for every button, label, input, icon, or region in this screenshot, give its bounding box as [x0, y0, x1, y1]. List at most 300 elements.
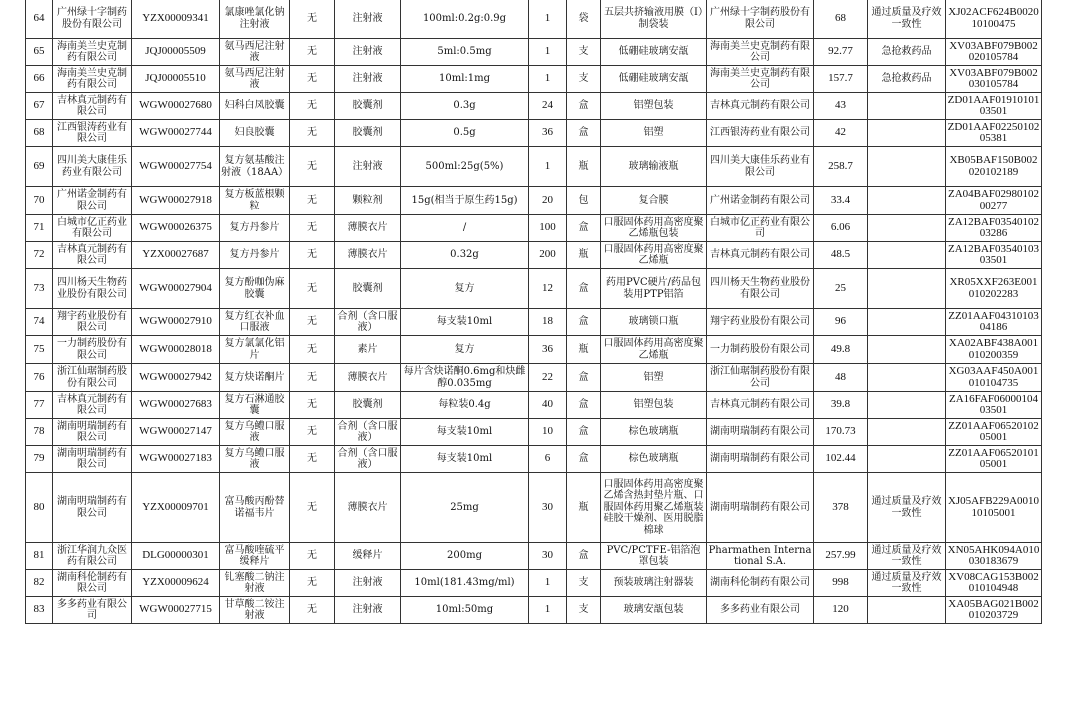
cell-special-attr: 无 [290, 242, 335, 269]
cell-remark [868, 392, 946, 419]
cell-specification: 100ml:0.2g:0.9g [401, 0, 529, 39]
cell-drug-code: ZZ01AAF0652010205001 [946, 419, 1042, 446]
cell-manufacturer: 广州诺金制药有限公司 [707, 187, 814, 215]
cell-code: WGW00027715 [132, 597, 220, 624]
table-row [26, 419, 1042, 446]
cell-packaging-material: 铝塑 [601, 364, 707, 392]
cell-company-name: 江西银涛药业有限公司 [53, 120, 132, 147]
cell-specification: 每支装10ml [401, 419, 529, 446]
cell-dosage-form: 薄膜衣片 [335, 242, 401, 269]
cell-unit: 盒 [567, 543, 601, 570]
cell-dosage-form: 注射液 [335, 597, 401, 624]
cell-dosage-form: 注射液 [335, 570, 401, 597]
table-row [26, 242, 1042, 269]
cell-drug-name: 复方乌鳢口服液 [220, 419, 290, 446]
cell-unit: 瓶 [567, 336, 601, 364]
cell-company-name: 多多药业有限公司 [53, 597, 132, 624]
cell-price: 33.4 [814, 187, 868, 215]
cell-specification: 200mg [401, 543, 529, 570]
cell-specification: 10ml:1mg [401, 66, 529, 93]
cell-row-number: 67 [26, 93, 53, 120]
cell-remark: 急抢救药品 [868, 39, 946, 66]
cell-manufacturer: 江西银涛药业有限公司 [707, 120, 814, 147]
cell-row-number: 69 [26, 147, 53, 187]
cell-drug-code: XV03ABF079B002020105784 [946, 39, 1042, 66]
cell-drug-name: 复方板蓝根颗粒 [220, 187, 290, 215]
cell-manufacturer: 一力制药股份有限公司 [707, 336, 814, 364]
cell-remark [868, 147, 946, 187]
cell-row-number: 64 [26, 0, 53, 39]
drug-price-table [25, 0, 1042, 624]
cell-drug-code: ZA12BAF0354010303501 [946, 242, 1042, 269]
table-row [26, 309, 1042, 336]
cell-manufacturer: 湖南明瑞制药有限公司 [707, 473, 814, 543]
cell-drug-name: 氨马西尼注射液 [220, 66, 290, 93]
cell-drug-name: 复方酚咖伪麻胶囊 [220, 269, 290, 309]
cell-remark [868, 446, 946, 473]
cell-specification: 0.32g [401, 242, 529, 269]
cell-dosage-form: 注射液 [335, 66, 401, 93]
cell-price: 96 [814, 309, 868, 336]
cell-code: DLG00000301 [132, 543, 220, 570]
cell-special-attr: 无 [290, 570, 335, 597]
cell-company-name: 湖南明瑞制药有限公司 [53, 419, 132, 446]
cell-special-attr: 无 [290, 0, 335, 39]
cell-quantity: 1 [529, 39, 567, 66]
cell-unit: 支 [567, 597, 601, 624]
cell-manufacturer: 吉林真元制药有限公司 [707, 392, 814, 419]
cell-specification: 0.5g [401, 120, 529, 147]
cell-special-attr: 无 [290, 446, 335, 473]
cell-price: 92.77 [814, 39, 868, 66]
cell-quantity: 30 [529, 473, 567, 543]
cell-quantity: 36 [529, 120, 567, 147]
cell-special-attr: 无 [290, 336, 335, 364]
cell-packaging-material: 玻璃安瓿包装 [601, 597, 707, 624]
cell-row-number: 77 [26, 392, 53, 419]
cell-remark [868, 309, 946, 336]
cell-row-number: 71 [26, 215, 53, 242]
cell-packaging-material: 铝塑包装 [601, 93, 707, 120]
cell-price: 258.7 [814, 147, 868, 187]
cell-drug-code: XN05AHK094A010030183679 [946, 543, 1042, 570]
cell-quantity: 1 [529, 597, 567, 624]
cell-manufacturer: 湖南科伦制药有限公司 [707, 570, 814, 597]
cell-dosage-form: 薄膜衣片 [335, 473, 401, 543]
cell-packaging-material: 棕色玻璃瓶 [601, 446, 707, 473]
cell-drug-code: XV03ABF079B002030105784 [946, 66, 1042, 93]
cell-dosage-form: 合剂（含口服液） [335, 309, 401, 336]
cell-manufacturer: 湖南明瑞制药有限公司 [707, 419, 814, 446]
cell-packaging-material: 铝塑包装 [601, 392, 707, 419]
cell-quantity: 24 [529, 93, 567, 120]
cell-specification: 每片含炔诺酮0.6mg和炔雌醇0.035mg [401, 364, 529, 392]
cell-unit: 盒 [567, 392, 601, 419]
cell-drug-name: 富马酸喹硫平缓释片 [220, 543, 290, 570]
table-row [26, 543, 1042, 570]
cell-unit: 盒 [567, 120, 601, 147]
cell-company-name: 吉林真元制药有限公司 [53, 392, 132, 419]
cell-drug-code: XA02ABF438A001010200359 [946, 336, 1042, 364]
cell-price: 49.8 [814, 336, 868, 364]
cell-specification: 每粒装0.4g [401, 392, 529, 419]
cell-drug-name: 复方丹参片 [220, 215, 290, 242]
cell-remark [868, 269, 946, 309]
cell-company-name: 海南美兰史克制药有限公司 [53, 39, 132, 66]
cell-row-number: 70 [26, 187, 53, 215]
cell-company-name: 广州诺金制药有限公司 [53, 187, 132, 215]
cell-company-name: 湖南明瑞制药有限公司 [53, 473, 132, 543]
cell-drug-name: 甘草酸二铵注射液 [220, 597, 290, 624]
cell-unit: 瓶 [567, 473, 601, 543]
table-row [26, 187, 1042, 215]
cell-code: WGW00027744 [132, 120, 220, 147]
cell-drug-code: XJ02ACF624B002010100475 [946, 0, 1042, 39]
cell-specification: / [401, 215, 529, 242]
cell-manufacturer: 吉林真元制药有限公司 [707, 93, 814, 120]
cell-remark: 通过质量及疗效一致性 [868, 570, 946, 597]
cell-remark: 通过质量及疗效一致性 [868, 473, 946, 543]
table-row [26, 215, 1042, 242]
cell-row-number: 83 [26, 597, 53, 624]
cell-remark [868, 93, 946, 120]
table-row [26, 392, 1042, 419]
cell-quantity: 1 [529, 0, 567, 39]
cell-packaging-material: 棕色玻璃瓶 [601, 419, 707, 446]
cell-row-number: 72 [26, 242, 53, 269]
cell-row-number: 82 [26, 570, 53, 597]
cell-remark [868, 336, 946, 364]
cell-special-attr: 无 [290, 364, 335, 392]
cell-drug-code: XA05BAG021B002010203729 [946, 597, 1042, 624]
cell-remark: 通过质量及疗效一致性 [868, 0, 946, 39]
cell-code: WGW00027904 [132, 269, 220, 309]
cell-code: YZX00009624 [132, 570, 220, 597]
cell-special-attr: 无 [290, 269, 335, 309]
cell-price: 170.73 [814, 419, 868, 446]
cell-quantity: 20 [529, 187, 567, 215]
cell-drug-name: 复方红衣补血口服液 [220, 309, 290, 336]
cell-price: 43 [814, 93, 868, 120]
cell-code: YZX00027687 [132, 242, 220, 269]
cell-unit: 支 [567, 39, 601, 66]
cell-manufacturer: 四川美大康佳乐药业有限公司 [707, 147, 814, 187]
cell-row-number: 74 [26, 309, 53, 336]
cell-drug-name: 钆塞酸二钠注射液 [220, 570, 290, 597]
cell-drug-name: 妇科白凤胶囊 [220, 93, 290, 120]
cell-drug-code: XV08CAG153B002010104948 [946, 570, 1042, 597]
cell-drug-name: 复方丹参片 [220, 242, 290, 269]
cell-packaging-material: 玻璃锁口瓶 [601, 309, 707, 336]
cell-price: 25 [814, 269, 868, 309]
cell-company-name: 白城市亿正药业有限公司 [53, 215, 132, 242]
cell-unit: 盒 [567, 419, 601, 446]
cell-company-name: 翔宇药业股份有限公司 [53, 309, 132, 336]
cell-unit: 袋 [567, 0, 601, 39]
cell-drug-code: ZZ01AAF0652010105001 [946, 446, 1042, 473]
cell-manufacturer: 广州绿十字制药股份有限公司 [707, 0, 814, 39]
cell-unit: 支 [567, 66, 601, 93]
cell-quantity: 30 [529, 543, 567, 570]
cell-row-number: 76 [26, 364, 53, 392]
cell-code: WGW00028018 [132, 336, 220, 364]
cell-quantity: 18 [529, 309, 567, 336]
table-row [26, 93, 1042, 120]
cell-packaging-material: 口服固体药用高密度聚乙烯瓶包装 [601, 215, 707, 242]
cell-quantity: 100 [529, 215, 567, 242]
cell-specification: 500ml:25g(5%) [401, 147, 529, 187]
cell-drug-name: 氯康唑氯化钠注射液 [220, 0, 290, 39]
cell-manufacturer: 四川杨天生物药业股份有限公司 [707, 269, 814, 309]
cell-code: JQJ00005510 [132, 66, 220, 93]
cell-price: 120 [814, 597, 868, 624]
cell-special-attr: 无 [290, 93, 335, 120]
cell-remark [868, 120, 946, 147]
cell-manufacturer: 海南美兰史克制药有限公司 [707, 39, 814, 66]
cell-dosage-form: 胶囊剂 [335, 93, 401, 120]
cell-row-number: 73 [26, 269, 53, 309]
cell-drug-code: ZA12BAF0354010203286 [946, 215, 1042, 242]
cell-code: WGW00027910 [132, 309, 220, 336]
cell-remark [868, 187, 946, 215]
cell-drug-code: ZA16FAF0600010403501 [946, 392, 1042, 419]
cell-dosage-form: 注射液 [335, 39, 401, 66]
cell-unit: 瓶 [567, 147, 601, 187]
cell-quantity: 6 [529, 446, 567, 473]
cell-dosage-form: 缓释片 [335, 543, 401, 570]
cell-packaging-material: 口服固体药用高密度聚乙烯瓶 [601, 336, 707, 364]
cell-specification: 25mg [401, 473, 529, 543]
cell-quantity: 10 [529, 419, 567, 446]
cell-company-name: 浙江仙琚制药股份有限公司 [53, 364, 132, 392]
cell-remark [868, 364, 946, 392]
cell-manufacturer: 湖南明瑞制药有限公司 [707, 446, 814, 473]
cell-dosage-form: 合剂（含口服液） [335, 419, 401, 446]
cell-special-attr: 无 [290, 597, 335, 624]
cell-manufacturer: 海南美兰史克制药有限公司 [707, 66, 814, 93]
cell-quantity: 1 [529, 66, 567, 93]
cell-dosage-form: 胶囊剂 [335, 269, 401, 309]
cell-specification: 15g(相当于原生药15g) [401, 187, 529, 215]
cell-packaging-material: 预装玻璃注射器装 [601, 570, 707, 597]
cell-price: 6.06 [814, 215, 868, 242]
cell-specification: 5ml:0.5mg [401, 39, 529, 66]
cell-price: 68 [814, 0, 868, 39]
cell-specification: 复方 [401, 336, 529, 364]
cell-price: 39.8 [814, 392, 868, 419]
cell-special-attr: 无 [290, 309, 335, 336]
cell-packaging-material: 复合膜 [601, 187, 707, 215]
cell-packaging-material: 口服固体药用高密度聚乙烯含热封垫片瓶、口服固体药用聚乙烯瓶装硅胶干燥剂、医用脱脂棉球 [601, 473, 707, 543]
cell-quantity: 1 [529, 147, 567, 187]
cell-code: YZX00009341 [132, 0, 220, 39]
cell-special-attr: 无 [290, 392, 335, 419]
cell-specification: 10ml:50mg [401, 597, 529, 624]
cell-row-number: 66 [26, 66, 53, 93]
cell-company-name: 海南美兰史克制药有限公司 [53, 66, 132, 93]
cell-quantity: 200 [529, 242, 567, 269]
cell-code: WGW00027942 [132, 364, 220, 392]
cell-quantity: 22 [529, 364, 567, 392]
cell-dosage-form: 注射液 [335, 0, 401, 39]
cell-code: WGW00027183 [132, 446, 220, 473]
cell-price: 102.44 [814, 446, 868, 473]
cell-unit: 盒 [567, 215, 601, 242]
cell-remark [868, 242, 946, 269]
cell-code: WGW00027680 [132, 93, 220, 120]
cell-dosage-form: 合剂（含口服液） [335, 446, 401, 473]
table-row [26, 570, 1042, 597]
cell-price: 48 [814, 364, 868, 392]
cell-dosage-form: 薄膜衣片 [335, 364, 401, 392]
cell-row-number: 81 [26, 543, 53, 570]
cell-special-attr: 无 [290, 120, 335, 147]
cell-remark: 通过质量及疗效一致性 [868, 543, 946, 570]
cell-manufacturer: Pharmathen International S.A. [707, 543, 814, 570]
cell-unit: 盒 [567, 364, 601, 392]
cell-specification: 复方 [401, 269, 529, 309]
cell-price: 157.7 [814, 66, 868, 93]
cell-row-number: 65 [26, 39, 53, 66]
cell-manufacturer: 多多药业有限公司 [707, 597, 814, 624]
cell-manufacturer: 浙江仙琚制药股份有限公司 [707, 364, 814, 392]
cell-unit: 支 [567, 570, 601, 597]
cell-row-number: 80 [26, 473, 53, 543]
cell-special-attr: 无 [290, 187, 335, 215]
table-row [26, 39, 1042, 66]
cell-dosage-form: 胶囊剂 [335, 120, 401, 147]
cell-company-name: 湖南明瑞制药有限公司 [53, 446, 132, 473]
cell-drug-name: 复方炔诺酮片 [220, 364, 290, 392]
cell-price: 257.99 [814, 543, 868, 570]
cell-specification: 每支装10ml [401, 446, 529, 473]
cell-quantity: 12 [529, 269, 567, 309]
cell-code: JQJ00005509 [132, 39, 220, 66]
cell-unit: 瓶 [567, 242, 601, 269]
cell-row-number: 79 [26, 446, 53, 473]
cell-drug-name: 富马酸丙酚替诺福韦片 [220, 473, 290, 543]
cell-special-attr: 无 [290, 215, 335, 242]
cell-company-name: 浙江华润九众医药有限公司 [53, 543, 132, 570]
table-row [26, 473, 1042, 543]
cell-code: YZX00009701 [132, 473, 220, 543]
cell-company-name: 湖南科伦制药有限公司 [53, 570, 132, 597]
table-row [26, 66, 1042, 93]
cell-quantity: 40 [529, 392, 567, 419]
cell-drug-code: ZD01AAF0191010103501 [946, 93, 1042, 120]
cell-manufacturer: 白城市亿正药业有限公司 [707, 215, 814, 242]
cell-special-attr: 无 [290, 473, 335, 543]
cell-price: 378 [814, 473, 868, 543]
cell-drug-name: 复方乌鳢口服液 [220, 446, 290, 473]
cell-drug-name: 复方石淋通胶囊 [220, 392, 290, 419]
cell-drug-name: 妇良胶囊 [220, 120, 290, 147]
cell-company-name: 一力制药股份有限公司 [53, 336, 132, 364]
cell-price: 48.5 [814, 242, 868, 269]
table-row [26, 0, 1042, 39]
cell-unit: 盒 [567, 93, 601, 120]
table-row [26, 147, 1042, 187]
cell-quantity: 1 [529, 570, 567, 597]
cell-packaging-material: 低硼硅玻璃安瓿 [601, 39, 707, 66]
cell-packaging-material: 铝塑 [601, 120, 707, 147]
table-row [26, 120, 1042, 147]
cell-packaging-material: 口服固体药用高密度聚乙烯瓶 [601, 242, 707, 269]
cell-company-name: 四川杨天生物药业股份有限公司 [53, 269, 132, 309]
cell-code: WGW00027147 [132, 419, 220, 446]
cell-packaging-material: PVC/PCTFE-铝箔泡罩包装 [601, 543, 707, 570]
cell-packaging-material: 药用PVC硬片/药品包装用PTP铝箔 [601, 269, 707, 309]
cell-packaging-material: 五层共挤输液用膜（Ⅰ）制袋装 [601, 0, 707, 39]
cell-drug-name: 复方氨基酸注射液（18AA） [220, 147, 290, 187]
table-row [26, 364, 1042, 392]
cell-drug-code: ZA04BAF0298010200277 [946, 187, 1042, 215]
cell-drug-name: 氨马西尼注射液 [220, 39, 290, 66]
cell-dosage-form: 素片 [335, 336, 401, 364]
cell-quantity: 36 [529, 336, 567, 364]
cell-unit: 盒 [567, 446, 601, 473]
cell-special-attr: 无 [290, 147, 335, 187]
cell-manufacturer: 翔宇药业股份有限公司 [707, 309, 814, 336]
table-row [26, 446, 1042, 473]
table-row [26, 269, 1042, 309]
cell-remark [868, 597, 946, 624]
cell-row-number: 68 [26, 120, 53, 147]
cell-special-attr: 无 [290, 39, 335, 66]
cell-specification: 10ml(181.43mg/ml) [401, 570, 529, 597]
cell-dosage-form: 胶囊剂 [335, 392, 401, 419]
cell-manufacturer: 吉林真元制药有限公司 [707, 242, 814, 269]
cell-price: 998 [814, 570, 868, 597]
cell-drug-code: XB05BAF150B002020102189 [946, 147, 1042, 187]
cell-packaging-material: 低硼硅玻璃安瓿 [601, 66, 707, 93]
cell-code: WGW00027918 [132, 187, 220, 215]
table-body [26, 0, 1042, 624]
table-row [26, 597, 1042, 624]
cell-code: WGW00027683 [132, 392, 220, 419]
cell-company-name: 吉林真元制药有限公司 [53, 242, 132, 269]
cell-special-attr: 无 [290, 419, 335, 446]
cell-unit: 盒 [567, 269, 601, 309]
cell-remark: 急抢救药品 [868, 66, 946, 93]
cell-dosage-form: 注射液 [335, 147, 401, 187]
cell-code: WGW00026375 [132, 215, 220, 242]
cell-specification: 每支装10ml [401, 309, 529, 336]
cell-drug-code: XG03AAF450A001010104735 [946, 364, 1042, 392]
cell-dosage-form: 薄膜衣片 [335, 215, 401, 242]
cell-special-attr: 无 [290, 543, 335, 570]
cell-price: 42 [814, 120, 868, 147]
cell-special-attr: 无 [290, 66, 335, 93]
cell-unit: 包 [567, 187, 601, 215]
cell-company-name: 吉林真元制药有限公司 [53, 93, 132, 120]
cell-specification: 0.3g [401, 93, 529, 120]
cell-drug-code: ZD01AAF0225010205381 [946, 120, 1042, 147]
table-row [26, 336, 1042, 364]
cell-row-number: 75 [26, 336, 53, 364]
cell-unit: 盒 [567, 309, 601, 336]
cell-drug-code: ZZ01AAF0431010304186 [946, 309, 1042, 336]
cell-remark [868, 215, 946, 242]
cell-company-name: 广州绿十字制药股份有限公司 [53, 0, 132, 39]
cell-company-name: 四川美大康佳乐药业有限公司 [53, 147, 132, 187]
cell-remark [868, 419, 946, 446]
cell-packaging-material: 玻璃输液瓶 [601, 147, 707, 187]
cell-code: WGW00027754 [132, 147, 220, 187]
cell-drug-code: XJ05AFB229A001010105001 [946, 473, 1042, 543]
cell-row-number: 78 [26, 419, 53, 446]
cell-drug-name: 复方氯氯化铝片 [220, 336, 290, 364]
